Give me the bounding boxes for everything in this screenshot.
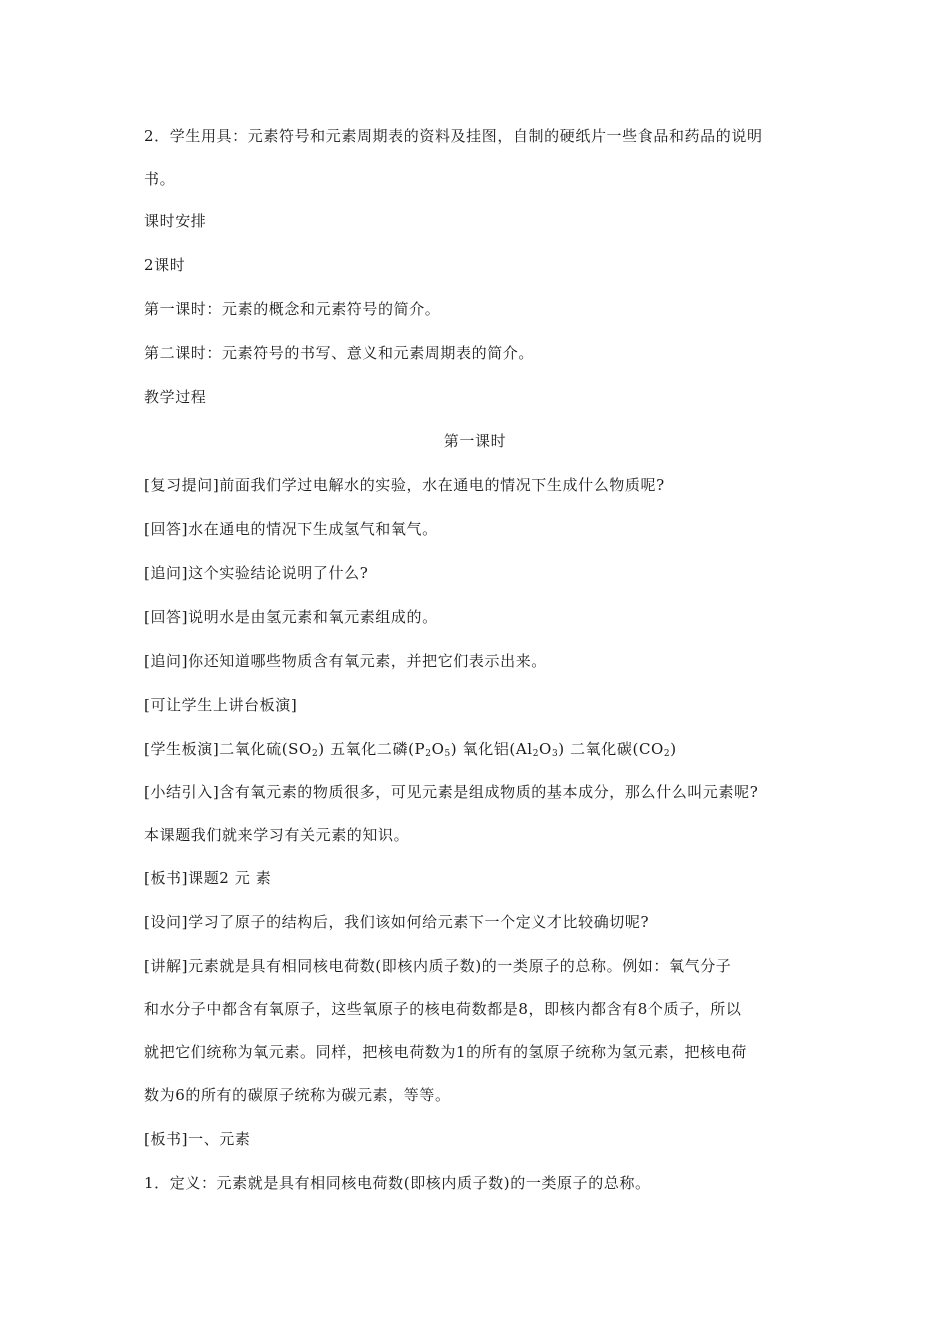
board-section-heading: [板书]一、元素 — [144, 1130, 251, 1148]
student-board-work: [学生板演]二氧化硫$(SO_2)$ 五氧化二磷$(P_2O_5)$ 氧化铝$(Al_2O_3)$ 二氧化碳$(CO_2)$ — [144, 740, 677, 759]
answer-one: [回答]水在通电的情况下生成氢气和氧气。 — [144, 520, 438, 538]
question-definition: [设问]学习了原子的结构后，我们该如何给元素下一个定义才比较确切呢? — [144, 913, 650, 931]
board-note: [可让学生上讲台板演] — [144, 696, 298, 714]
board-title: [板书]课题2 元 素 — [144, 869, 272, 887]
paragraph-hours: 2课时 — [144, 256, 186, 274]
lecture-line-2: 和水分子中都含有氧原子，这些氧原子的核电荷数都是8，即核内都含有8个质子，所以 — [144, 1000, 742, 1018]
lecture-line-1: [讲解]元素就是具有相同核电荷数(即核内质子数)的一类原子的总称。例如：氧气分子 — [144, 957, 732, 975]
heading-schedule: 课时安排 — [144, 212, 207, 230]
heading-process: 教学过程 — [144, 388, 207, 406]
definition: 1．定义：元素就是具有相同核电荷数(即核内质子数)的一类原子的总称。 — [144, 1174, 651, 1192]
summary-intro-cont: 本课题我们就来学习有关元素的知识。 — [144, 826, 410, 844]
answer-two: [回答]说明水是由氢元素和氧元素组成的。 — [144, 608, 438, 626]
paragraph-first-lesson: 第一课时：元素的概念和元素符号的简介。 — [144, 300, 441, 318]
paragraph-second-lesson: 第二课时：元素符号的书写、意义和元素周期表的简介。 — [144, 344, 535, 362]
review-question: [复习提问]前面我们学过电解水的实验，水在通电的情况下生成什么物质呢? — [144, 476, 665, 494]
paragraph-student-tools-cont: 书。 — [144, 170, 176, 188]
heading-lesson-one: 第一课时 — [443, 432, 507, 450]
lecture-line-3: 就把它们统称为氧元素。同样，把核电荷数为1的所有的氢原子统称为氢元素，把核电荷 — [144, 1043, 747, 1061]
summary-intro: [小结引入]含有氧元素的物质很多，可见元素是组成物质的基本成分，那么什么叫元素呢? — [144, 783, 759, 801]
lecture-line-4: 数为6的所有的碳原子统称为碳元素，等等。 — [144, 1086, 451, 1104]
paragraph-student-tools: 2．学生用具：元素符号和元素周期表的资料及挂图，自制的硬纸片一些食品和药品的说明 — [144, 127, 763, 145]
follow-up-question-one: [追问]这个实验结论说明了什么? — [144, 564, 369, 582]
follow-up-question-two: [追问]你还知道哪些物质含有氧元素，并把它们表示出来。 — [144, 652, 547, 670]
